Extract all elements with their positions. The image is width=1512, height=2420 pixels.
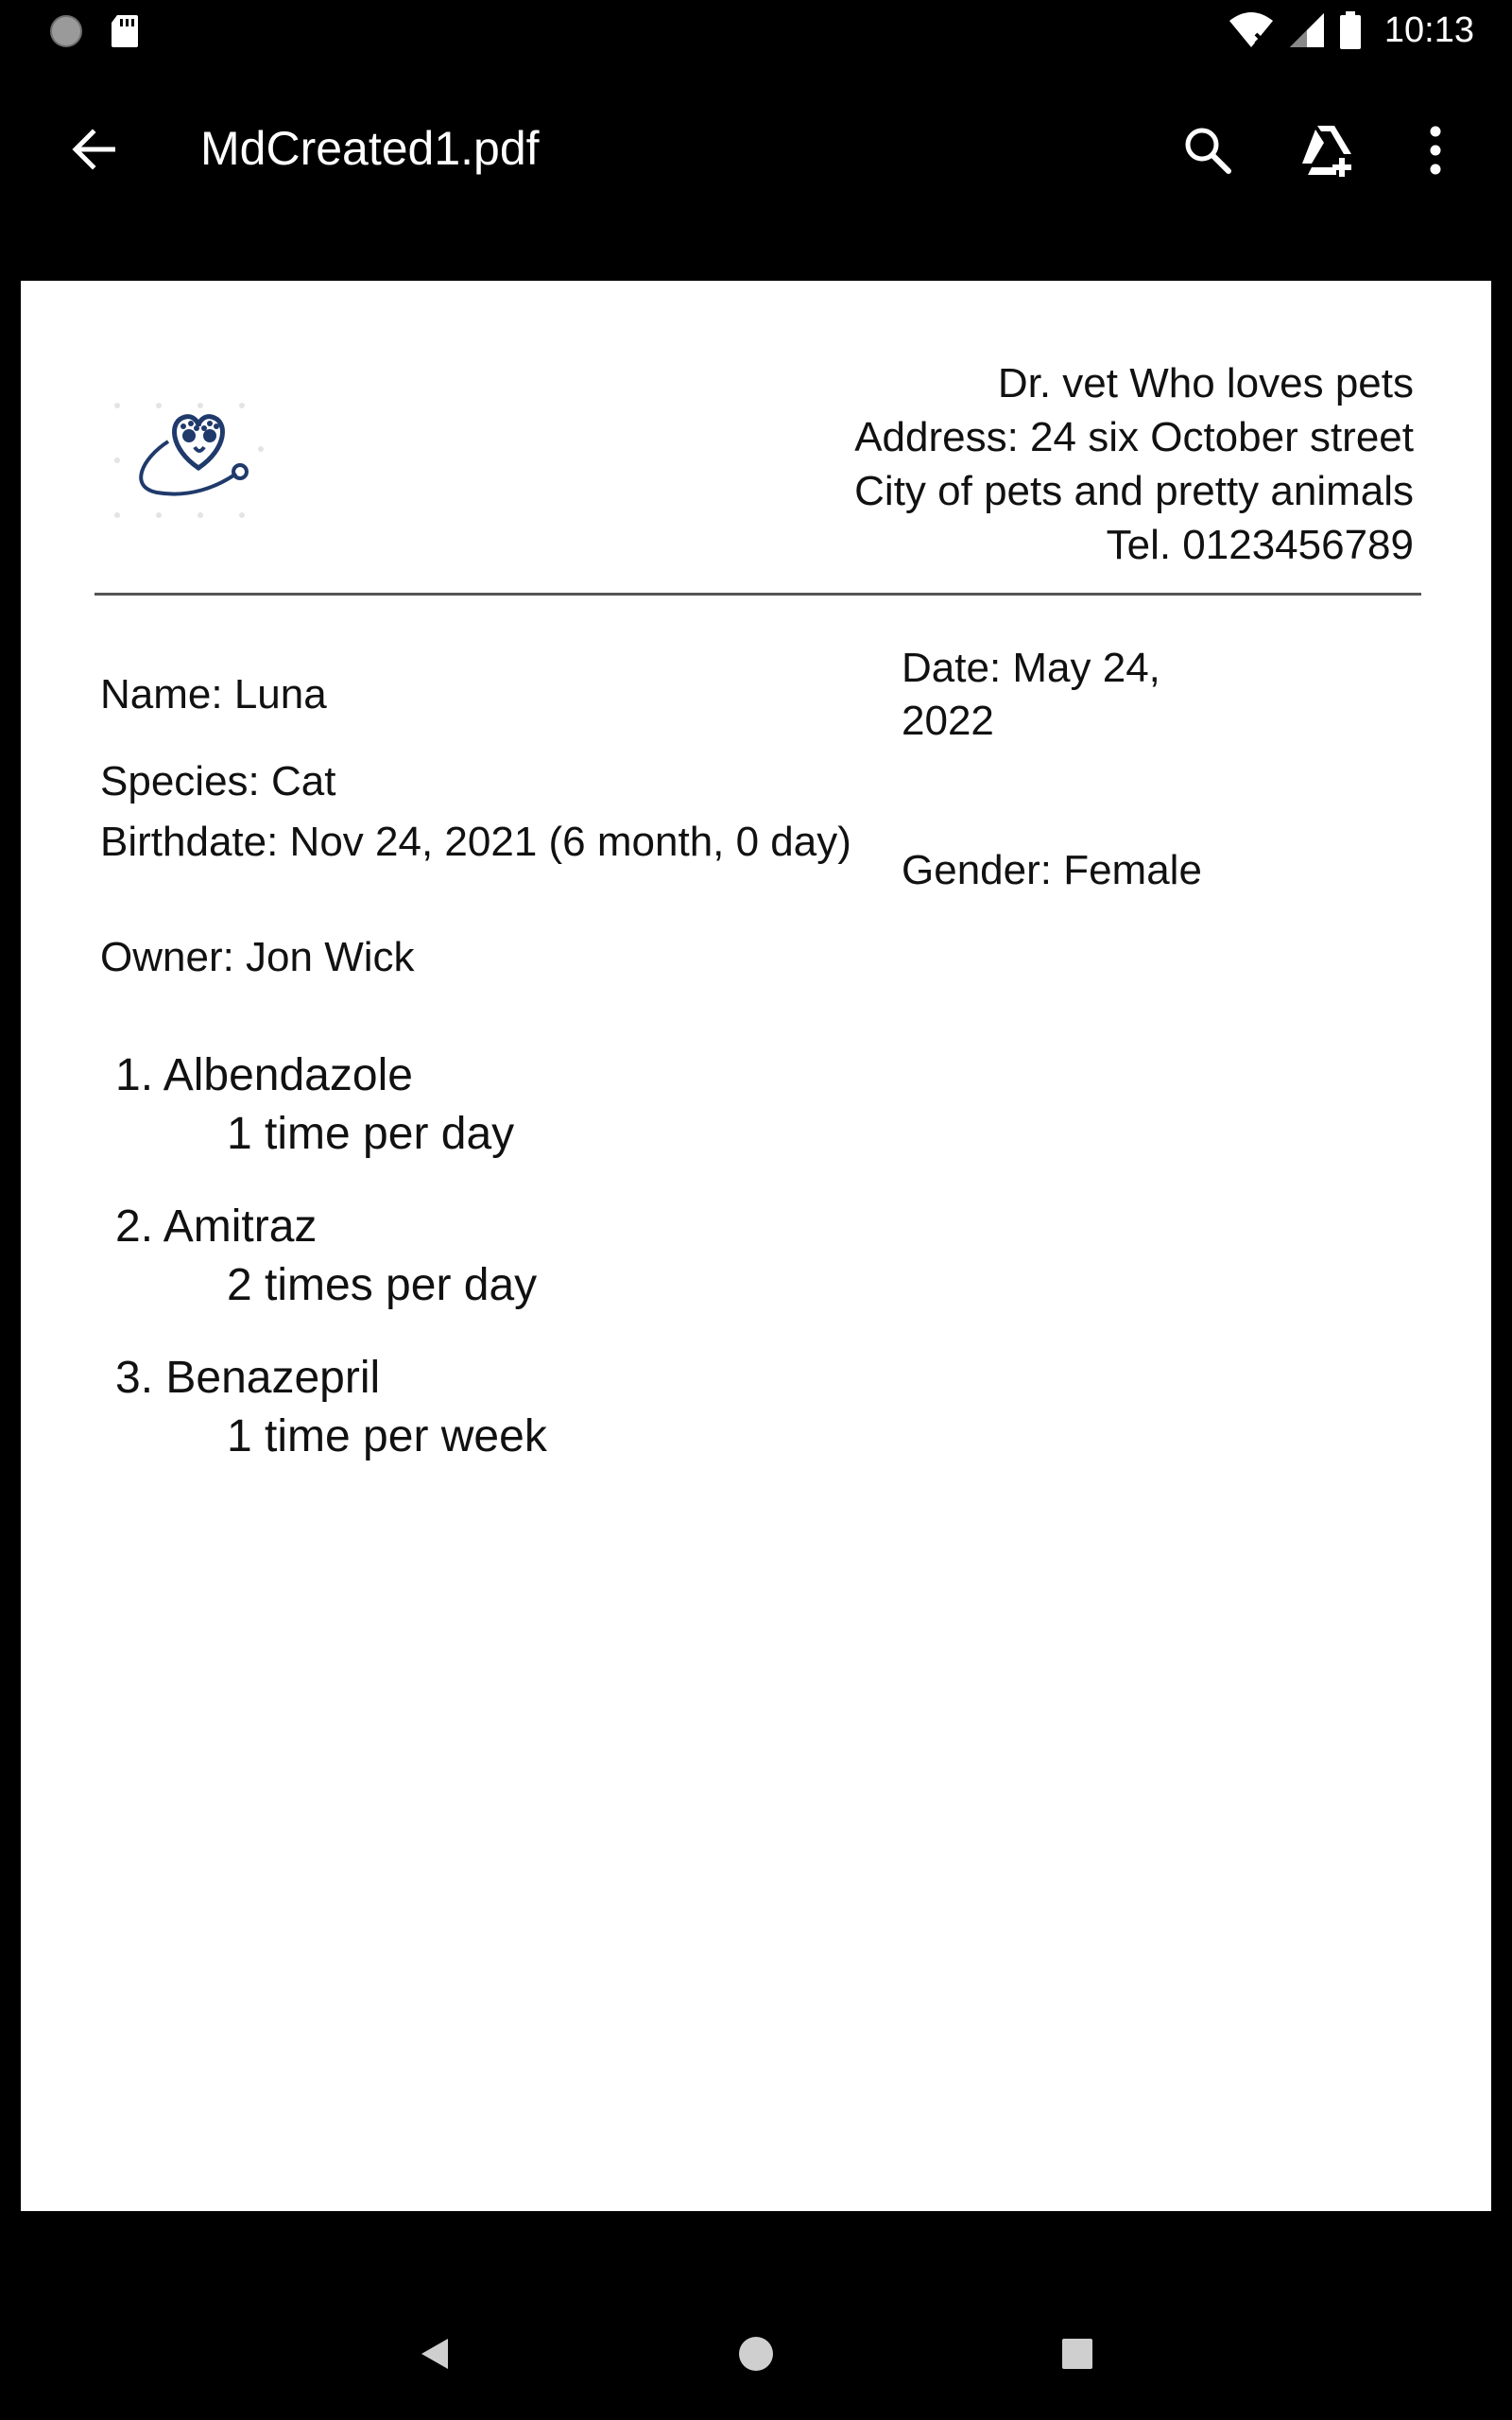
status-bar xyxy=(0,0,1512,60)
back-arrow-icon xyxy=(72,129,117,170)
back-button[interactable] xyxy=(57,112,132,187)
medication-dose: 1 time per day xyxy=(227,1109,515,1159)
document-title: MdCreated1.pdf xyxy=(200,122,540,175)
nav-recents-icon xyxy=(1060,2337,1094,2371)
nav-back-icon xyxy=(418,2335,452,2373)
battery-icon xyxy=(1339,11,1362,49)
medication-name: Amitraz xyxy=(163,1201,318,1252)
more-options-button[interactable] xyxy=(1393,108,1478,193)
status-left xyxy=(49,13,140,49)
nav-recents-button[interactable] xyxy=(1040,2316,1115,2392)
header-divider xyxy=(94,593,1421,596)
more-vert-icon xyxy=(1426,126,1445,175)
medication-name: Albendazole xyxy=(163,1050,413,1100)
medication-name-line xyxy=(115,1046,547,1105)
clinic-address: Address: 24 six October street xyxy=(854,414,1414,460)
medication-item xyxy=(115,1349,547,1466)
app-bar xyxy=(0,60,1512,223)
cell-signal-icon xyxy=(1288,11,1326,49)
status-time: 10:13 xyxy=(1383,9,1474,50)
medication-item xyxy=(115,1198,547,1315)
notification-dot-icon xyxy=(49,14,83,48)
add-to-drive-button[interactable] xyxy=(1285,108,1370,193)
medication-dose: 1 time per week xyxy=(227,1411,547,1461)
medication-number: 3. xyxy=(115,1353,154,1403)
medication-name-line xyxy=(115,1198,547,1256)
search-button[interactable] xyxy=(1165,108,1250,193)
medication-list xyxy=(115,1046,547,1500)
patient-gender: Gender: Female xyxy=(902,847,1202,893)
clinic-city: City of pets and pretty animals xyxy=(854,468,1414,514)
medication-name-line xyxy=(115,1349,547,1408)
medication-item xyxy=(115,1046,547,1164)
patient-name: Name: Luna xyxy=(100,671,327,717)
patient-birthdate: Birthdate: Nov 24, 2021 (6 month, 0 day) xyxy=(100,819,851,865)
wifi-icon xyxy=(1228,11,1275,49)
nav-back-button[interactable] xyxy=(397,2316,472,2392)
prescription-date: Date: May 24, 2022 xyxy=(902,645,1160,744)
clinic-info xyxy=(854,356,1414,572)
nav-home-button[interactable] xyxy=(718,2316,794,2392)
status-right xyxy=(1228,8,1474,53)
owner-name: Owner: Jon Wick xyxy=(100,934,415,980)
medication-number: 2. xyxy=(115,1201,154,1252)
drive-add-icon xyxy=(1298,124,1357,177)
pdf-page[interactable] xyxy=(21,281,1491,2211)
nav-home-icon xyxy=(737,2335,775,2373)
clinic-phone: Tel. 0123456789 xyxy=(1106,522,1414,568)
vet-clinic-logo xyxy=(104,392,274,534)
sd-card-icon xyxy=(110,13,140,49)
search-icon xyxy=(1181,124,1234,177)
doctor-name: Dr. vet Who loves pets xyxy=(997,360,1414,406)
patient-species: Species: Cat xyxy=(100,758,336,804)
navigation-bar xyxy=(0,2288,1512,2420)
medication-dose: 2 times per day xyxy=(227,1260,538,1310)
medication-name: Benazepril xyxy=(165,1353,381,1403)
medication-number: 1. xyxy=(115,1050,154,1100)
